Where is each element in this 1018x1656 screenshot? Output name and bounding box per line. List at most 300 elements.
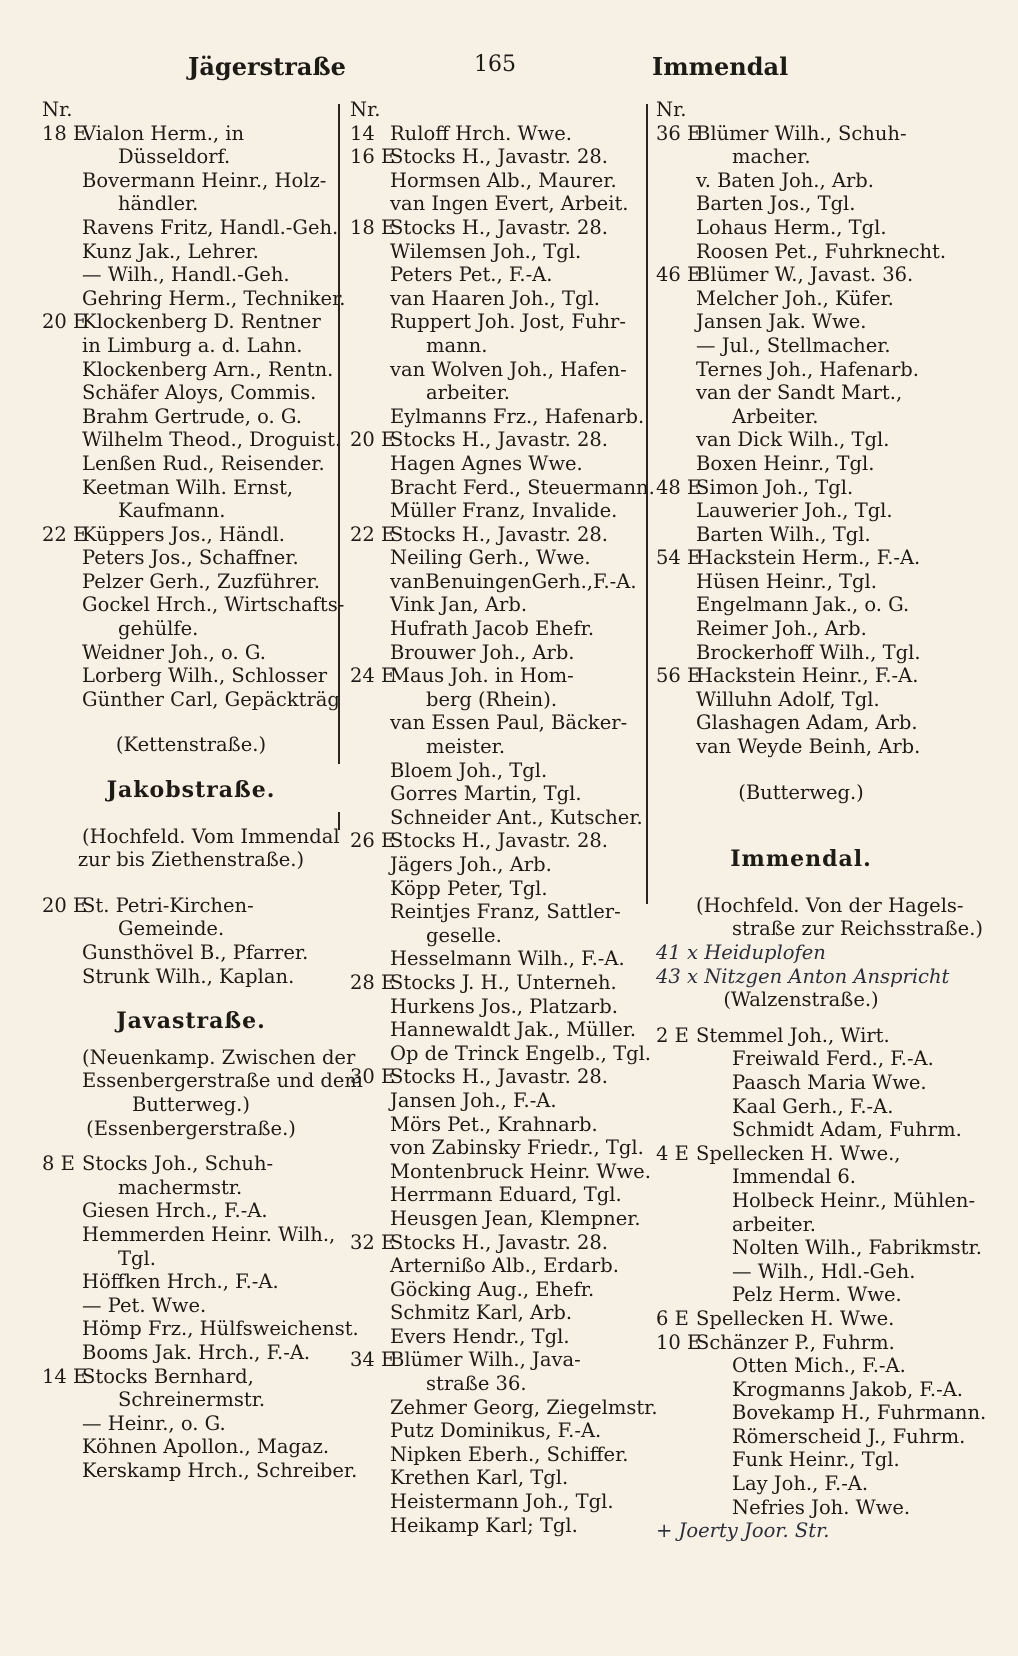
resident-entry: [42, 122, 340, 146]
entry-text: Köpp Peter, Tgl.: [390, 876, 548, 900]
street-note: (Kettenstraße.): [115, 733, 267, 757]
entry-text: Römerscheid J., Fuhrm.: [732, 1424, 966, 1448]
resident-entry: [350, 428, 642, 452]
resident-entry: [656, 192, 946, 216]
resident-entry: [350, 711, 642, 735]
entry-continuation: [42, 617, 340, 641]
resident-entry: [350, 900, 642, 924]
entry-text: Paasch Maria Wwe.: [732, 1070, 927, 1094]
house-number: 18 E: [350, 215, 396, 239]
resident-entry: [350, 1348, 642, 1372]
entry-text: Ruloff Hrch. Wwe.: [390, 121, 572, 145]
entry-text: berg (Rhein).: [426, 687, 558, 711]
resident-entry: [350, 1278, 642, 1302]
resident-entry: [350, 1207, 642, 1231]
resident-entry: [42, 641, 340, 665]
resident-entry: [42, 1294, 340, 1318]
resident-entry: [350, 358, 642, 382]
resident-entry: [350, 1490, 642, 1514]
resident-entry: [42, 1045, 356, 1070]
entry-text: Booms Jak. Hrch., F.-A.: [82, 1340, 311, 1364]
resident-entry: [42, 169, 340, 193]
entry-text: Wilemsen Joh., Tgl.: [390, 239, 582, 263]
entry-text: Hagen Agnes Wwe.: [390, 451, 583, 475]
house-number: 20 E: [350, 428, 396, 452]
entry-continuation: [350, 735, 642, 759]
resident-entry: [350, 853, 642, 877]
entry-text: Stocks H., Javastr. 28.: [390, 145, 608, 169]
resident-entry: [350, 287, 642, 311]
entry-text: (Hochfeld. Vom Immendal: [82, 824, 340, 848]
resident-entry: [656, 711, 946, 735]
resident-entry: [42, 546, 340, 570]
entry-continuation: [350, 1372, 642, 1396]
entry-text: Kunz Jak., Lehrer.: [82, 239, 259, 263]
resident-entry: [350, 947, 642, 971]
entry-continuation: [42, 145, 340, 169]
resident-entry: [350, 641, 642, 665]
street-note: Butterweg.): [132, 1092, 250, 1116]
resident-entry: [350, 1325, 642, 1349]
entry-text: gehülfe.: [118, 617, 199, 641]
entry-text: Göcking Aug., Ehefr.: [390, 1277, 595, 1301]
house-number: 48 E: [656, 475, 702, 499]
resident-entry: [350, 310, 642, 334]
resident-entry: [350, 593, 642, 617]
entry-text: Stocks H., Javastr. 28.: [390, 215, 608, 239]
spacer: [42, 872, 340, 894]
entry-text: Klockenberg D. Rentner: [82, 310, 321, 334]
resident-entry: [656, 287, 946, 311]
resident-entry: [350, 240, 642, 264]
entry-continuation: [656, 1095, 946, 1119]
entry-text: Mörs Pet., Krahnarb.: [390, 1112, 598, 1136]
street-note: (Essenbergerstraße.): [86, 1116, 296, 1140]
resident-entry: [42, 334, 340, 358]
house-number: 36 E: [656, 121, 702, 145]
entry-text: — Wilh., Hdl.-Geh.: [732, 1259, 916, 1283]
entry-continuation: [656, 1401, 987, 1425]
resident-entry: [42, 358, 340, 382]
entry-text: Reintjes Franz, Sattler-: [390, 900, 621, 924]
house-number: 30 E: [350, 1065, 396, 1089]
resident-entry: [350, 452, 642, 476]
house-number: 28 E: [350, 970, 396, 994]
resident-entry: [656, 664, 946, 688]
resident-entry: [656, 570, 946, 594]
resident-entry: [350, 1443, 642, 1467]
resident-entry: [350, 1419, 642, 1443]
entry-text: Roosen Pet., Fuhrknecht.: [696, 239, 947, 263]
house-number: 8 E: [42, 1152, 75, 1176]
resident-entry: [42, 570, 340, 594]
spacer: [42, 711, 340, 733]
resident-entry: [350, 1514, 642, 1538]
entry-text: Stocks H., Javastr. 28.: [390, 829, 608, 853]
street-note: (Butterweg.): [738, 780, 864, 804]
entry-continuation: [656, 145, 946, 169]
entry-continuation: [656, 917, 984, 941]
resident-entry: [350, 1301, 642, 1325]
entry-continuation: [656, 1188, 976, 1213]
entry-text: Op de Trinck Engelb., Tgl.: [390, 1041, 652, 1065]
entry-text: Hackstein Herm., F.-A.: [696, 546, 921, 570]
entry-text: machermstr.: [118, 1175, 243, 1199]
resident-entry: [350, 122, 642, 146]
entry-continuation: [656, 1424, 966, 1449]
resident-entry: [350, 1231, 642, 1255]
entry-text: — Jul., Stellmacher.: [696, 333, 891, 357]
entry-text: Lauwerier Joh., Tgl.: [696, 499, 893, 523]
entry-continuation: [350, 924, 642, 948]
resident-entry: [350, 1159, 651, 1184]
handwritten-annotation: [656, 1519, 946, 1543]
resident-entry: [656, 1142, 946, 1166]
entry-continuation: [656, 1377, 963, 1402]
entry-text: Gehring Herm., Techniker.: [82, 286, 346, 310]
entry-text: Bovermann Heinr., Holz-: [82, 168, 327, 192]
house-number: 18 E: [42, 121, 88, 145]
entry-text: straße 36.: [426, 1372, 527, 1396]
entry-text: Arternißo Alb., Erdarb.: [390, 1254, 619, 1278]
house-number: 10 E: [656, 1330, 702, 1354]
entry-text: (Hochfeld. Von der Hagels-: [696, 893, 964, 917]
entry-text: Ternes Joh., Hafenarb.: [696, 357, 919, 381]
resident-entry: [350, 1136, 642, 1160]
house-number: 46 E: [656, 263, 702, 287]
entry-text: Höffken Hrch., F.-A.: [82, 1270, 279, 1294]
entry-text: Stocks H., Javastr. 28.: [390, 428, 608, 452]
entry-text: Bloem Joh., Tgl.: [390, 758, 548, 782]
resident-entry: [350, 971, 642, 995]
resident-entry: [350, 169, 642, 193]
resident-entry: [350, 1089, 642, 1113]
entry-continuation: [656, 1260, 946, 1284]
entry-text: Nipken Eberh., Schiffer.: [390, 1442, 629, 1466]
resident-entry: [350, 1018, 642, 1042]
entry-continuation: [42, 917, 340, 941]
entry-text: Schreinermstr.: [118, 1388, 266, 1412]
spacer: [656, 804, 946, 826]
handwritten-text: + Joerty Joor. Str.: [656, 1519, 830, 1543]
entry-text: Blümer Wilh., Java-: [390, 1348, 581, 1372]
resident-entry: [656, 641, 946, 665]
spacer: [42, 1140, 340, 1152]
resident-entry: [42, 286, 346, 311]
resident-entry: [350, 216, 642, 240]
entry-text: Barten Wilh., Tgl.: [696, 522, 871, 546]
entry-text: macher.: [732, 145, 811, 169]
entry-text: Köhnen Apollon., Magaz.: [82, 1435, 330, 1459]
entry-text: vanBenuingenGerh.,F.-A.: [390, 569, 637, 593]
entry-text: Arbeiter.: [732, 404, 819, 428]
resident-entry: [42, 381, 340, 405]
entry-text: Nefries Joh. Wwe.: [732, 1495, 911, 1519]
entry-text: Küppers Jos., Händl.: [82, 522, 285, 546]
house-number: 24 E: [350, 664, 396, 688]
entry-text: in Limburg a. d. Lahn.: [82, 333, 303, 357]
resident-entry: [656, 381, 946, 405]
resident-entry: [656, 1024, 946, 1048]
spacer: [656, 872, 946, 894]
column-middle: [350, 98, 658, 1537]
entry-text: Hurkens Jos., Platzarb.: [390, 994, 618, 1018]
entry-text: Krethen Karl, Tgl.: [390, 1466, 569, 1490]
entry-text: Vink Jan, Arb.: [390, 593, 528, 617]
resident-entry: [350, 664, 642, 688]
entry-text: Pelz Herm. Wwe.: [732, 1283, 902, 1307]
entry-text: Gorres Martin, Tgl.: [390, 782, 582, 806]
resident-entry: [42, 240, 340, 264]
resident-entry: [350, 1395, 658, 1420]
column-rule-right: [646, 104, 648, 904]
entry-text: (Neuenkamp. Zwischen der: [82, 1045, 356, 1069]
column-number-label: Nr.: [42, 98, 73, 121]
handwritten-annotation: [656, 941, 946, 965]
resident-entry: [350, 570, 642, 594]
house-number: 4 E: [656, 1141, 689, 1165]
entry-text: Wilhelm Theod., Droguist.: [82, 428, 342, 452]
resident-entry: [656, 334, 946, 358]
entry-continuation: [656, 1236, 982, 1260]
entry-text: Heistermann Joh., Tgl.: [390, 1490, 614, 1514]
entry-text: Spellecken H. Wwe.: [696, 1306, 895, 1330]
entry-text: Jägers Joh., Arb.: [390, 853, 552, 876]
entry-text: van Essen Paul, Bäcker-: [390, 711, 628, 735]
entry-text: Schmidt Adam, Fuhrm.: [732, 1118, 962, 1142]
spacer: [42, 988, 340, 1010]
entry-text: Funk Heinr., Tgl.: [732, 1448, 900, 1472]
resident-entry: [42, 452, 340, 476]
spacer: [656, 826, 946, 848]
entry-continuation: [42, 499, 340, 523]
resident-entry: [656, 476, 946, 500]
entry-text: mann.: [426, 333, 488, 357]
resident-entry: [656, 428, 946, 452]
entry-continuation: [350, 688, 642, 712]
entry-text: Gunsthövel B., Pfarrer.: [82, 941, 309, 964]
resident-entry: [350, 263, 642, 287]
resident-entry: [42, 1317, 359, 1341]
entry-text: Spellecken H. Wwe.,: [696, 1141, 901, 1165]
house-number: 32 E: [350, 1230, 396, 1254]
resident-entry: [350, 546, 642, 570]
entry-text: van Haaren Joh., Tgl.: [390, 286, 600, 310]
entry-text: Nolten Wilh., Fabrikmstr.: [732, 1236, 982, 1260]
street-note: (Walzenstraße.): [723, 988, 879, 1012]
resident-entry: [656, 169, 946, 193]
resident-entry: [656, 546, 946, 570]
entry-text: Gockel Hrch., Wirtschafts-: [82, 593, 345, 617]
entry-text: Kerskamp Hrch., Schreiber.: [82, 1458, 358, 1482]
resident-entry: [350, 782, 642, 806]
entry-text: Schänzer P., Fuhrm.: [696, 1330, 895, 1354]
entry-text: Glashagen Adam, Arb.: [696, 711, 918, 735]
running-head-left: Jägerstraße: [188, 52, 346, 81]
entry-text: St. Petri-Kirchen-: [82, 893, 254, 917]
column-number-label: Nr.: [350, 98, 381, 121]
resident-entry: [42, 1270, 340, 1294]
resident-entry: [350, 499, 642, 523]
entry-text: Putz Dominikus, F.-A.: [390, 1419, 602, 1443]
entry-text: Peters Pet., F.-A.: [390, 263, 553, 287]
resident-entry: [656, 240, 946, 264]
resident-entry: [350, 1254, 642, 1278]
entry-text: Stocks H., Javastr. 28.: [390, 522, 608, 546]
column-left: [42, 98, 363, 1482]
spacer: [656, 1012, 946, 1024]
resident-entry: [42, 688, 340, 712]
house-number: 34 E: [350, 1348, 396, 1372]
resident-entry: [42, 476, 340, 500]
entry-continuation: [656, 1283, 946, 1307]
entry-text: Jansen Joh., F.-A.: [390, 1088, 557, 1112]
entry-text: van Wolven Joh., Hafen-: [390, 357, 627, 381]
entry-text: Holbeck Heinr., Mühlen-: [732, 1188, 976, 1212]
entry-text: Stocks Bernhard,: [82, 1364, 254, 1388]
resident-entry: [42, 1412, 340, 1436]
entry-text: Krogmanns Jakob, F.-A.: [732, 1377, 963, 1401]
resident-entry: [656, 310, 946, 334]
resident-entry: [350, 475, 655, 500]
resident-entry: [656, 893, 964, 918]
resident-entry: [656, 216, 946, 240]
entry-text: Strunk Wilh., Kaplan.: [82, 964, 295, 988]
entry-text: Bovekamp H., Fuhrmann.: [732, 1401, 987, 1425]
entry-text: Hesselmann Wilh., F.-A.: [390, 947, 625, 971]
entry-text: Neiling Gerh., Wwe.: [390, 546, 591, 570]
entry-text: Eylmanns Frz., Hafenarb.: [390, 404, 645, 428]
entry-text: Müller Franz, Invalide.: [390, 499, 618, 523]
entry-text: Pelzer Gerh., Zuzführer.: [82, 569, 320, 593]
entry-text: Stocks H., Javastr. 28.: [390, 1230, 608, 1254]
entry-text: Brouwer Joh., Arb.: [390, 640, 575, 664]
resident-entry: [350, 829, 642, 853]
resident-entry: [656, 1331, 946, 1355]
resident-entry: [42, 1435, 340, 1459]
entry-continuation: [656, 1213, 946, 1237]
resident-entry: [656, 358, 946, 382]
entry-text: Vialon Herm., in: [82, 121, 245, 145]
entry-text: Willuhn Adolf, Tgl.: [696, 687, 880, 711]
entry-text: Blümer W., Javast. 36.: [696, 263, 914, 287]
resident-entry: [350, 523, 642, 547]
entry-text: Evers Hendr., Tgl.: [390, 1324, 570, 1348]
handwritten-annotation: [656, 964, 950, 989]
resident-entry: [656, 499, 946, 523]
column-right: [656, 98, 987, 1543]
entry-text: Stemmel Joh., Wirt.: [696, 1023, 890, 1047]
resident-entry: [42, 1069, 363, 1093]
entry-text: Blümer Wilh., Schuh-: [696, 121, 907, 145]
resident-entry: [42, 825, 340, 849]
entry-text: Essenbergerstraße und dem: [82, 1069, 363, 1093]
house-number: 14: [350, 121, 375, 145]
resident-entry: [42, 405, 340, 429]
entry-text: Hackstein Heinr., F.-A.: [696, 664, 919, 688]
running-head-right: Immendal: [652, 52, 789, 81]
entry-continuation: [656, 1496, 946, 1520]
entry-text: Lohaus Herm., Tgl.: [696, 215, 887, 239]
entry-continuation: [42, 192, 340, 216]
entry-text: Simon Joh., Tgl.: [696, 475, 854, 499]
resident-entry: [656, 452, 946, 476]
entry-continuation: [656, 1047, 946, 1071]
entry-text: Hufrath Jacob Ehefr.: [390, 617, 595, 641]
entry-continuation: [350, 381, 642, 405]
resident-entry: [42, 1458, 358, 1483]
resident-entry: [42, 894, 340, 918]
entry-text: Brahm Gertrude, o. G.: [82, 404, 302, 428]
entry-text: van Ingen Evert, Arbeit.: [390, 192, 629, 216]
spacer: [42, 803, 340, 825]
resident-entry: [350, 759, 642, 783]
entry-text: Lenßen Rud., Reisender.: [82, 451, 325, 475]
page-number: 165: [474, 52, 516, 77]
resident-entry: [42, 263, 340, 287]
resident-entry: [42, 310, 340, 334]
resident-entry: [42, 1223, 340, 1247]
entry-text: — Heinr., o. G.: [82, 1411, 226, 1435]
entry-text: Heusgen Jean, Klempner.: [390, 1206, 641, 1230]
entry-continuation: [656, 405, 946, 429]
entry-text: Engelmann Jak., o. G.: [696, 593, 910, 617]
entry-text: Keetman Wilh. Ernst,: [82, 475, 294, 499]
entry-text: Schmitz Karl, Arb.: [390, 1301, 573, 1325]
entry-text: Tgl.: [118, 1246, 156, 1270]
spacer: [42, 1034, 340, 1046]
entry-text: Maus Joh. in Hom-: [390, 664, 574, 688]
entry-text: Melcher Joh., Küfer.: [696, 286, 894, 310]
entry-continuation: [350, 334, 642, 358]
entry-text: Gemeinde.: [118, 917, 225, 941]
entry-text: Ravens Fritz, Handl.-Geh.: [82, 215, 339, 239]
resident-entry: [350, 1065, 642, 1089]
entry-text: geselle.: [426, 923, 502, 947]
entry-text: Heikamp Karl; Tgl.: [390, 1513, 578, 1537]
street-heading: Immendal.: [730, 846, 872, 873]
entry-text: van Weyde Beinh, Arb.: [696, 735, 921, 759]
entry-continuation: [42, 1176, 340, 1200]
resident-entry: [42, 664, 340, 688]
resident-entry: [656, 735, 946, 759]
handwritten-text: 43 x Nitzgen Anton Anspricht: [656, 964, 950, 988]
entry-text: Brockerhoff Wilh., Tgl.: [696, 640, 921, 664]
entry-text: Hüsen Heinr., Tgl.: [696, 569, 877, 593]
entry-text: v. Baten Joh., Arb.: [696, 168, 874, 192]
resident-entry: [42, 216, 340, 240]
entry-text: Hömp Frz., Hülfsweichenst.: [82, 1317, 359, 1341]
entry-text: straße zur Reichsstraße.): [732, 917, 984, 941]
spacer: [42, 757, 340, 779]
entry-text: arbeiter.: [426, 381, 510, 405]
resident-entry: [42, 965, 340, 989]
entry-text: Giesen Hrch., F.-A.: [82, 1199, 268, 1223]
house-number: 2 E: [656, 1023, 689, 1047]
resident-entry: [350, 192, 642, 216]
entry-text: Herrmann Eduard, Tgl.: [390, 1183, 622, 1207]
entry-text: Günther Carl, Gepäckträg: [82, 687, 340, 711]
entry-text: Klockenberg Arn., Rentn.: [82, 357, 334, 381]
resident-entry: [656, 617, 946, 641]
house-number: 20 E: [42, 310, 88, 334]
house-number: 20 E: [42, 893, 88, 917]
entry-text: von Zabinsky Friedr., Tgl.: [390, 1136, 644, 1160]
house-number: 56 E: [656, 664, 702, 688]
entry-text: Zehmer Georg, Ziegelmstr.: [390, 1395, 658, 1419]
house-number: 22 E: [350, 522, 396, 546]
house-number: 54 E: [656, 546, 702, 570]
